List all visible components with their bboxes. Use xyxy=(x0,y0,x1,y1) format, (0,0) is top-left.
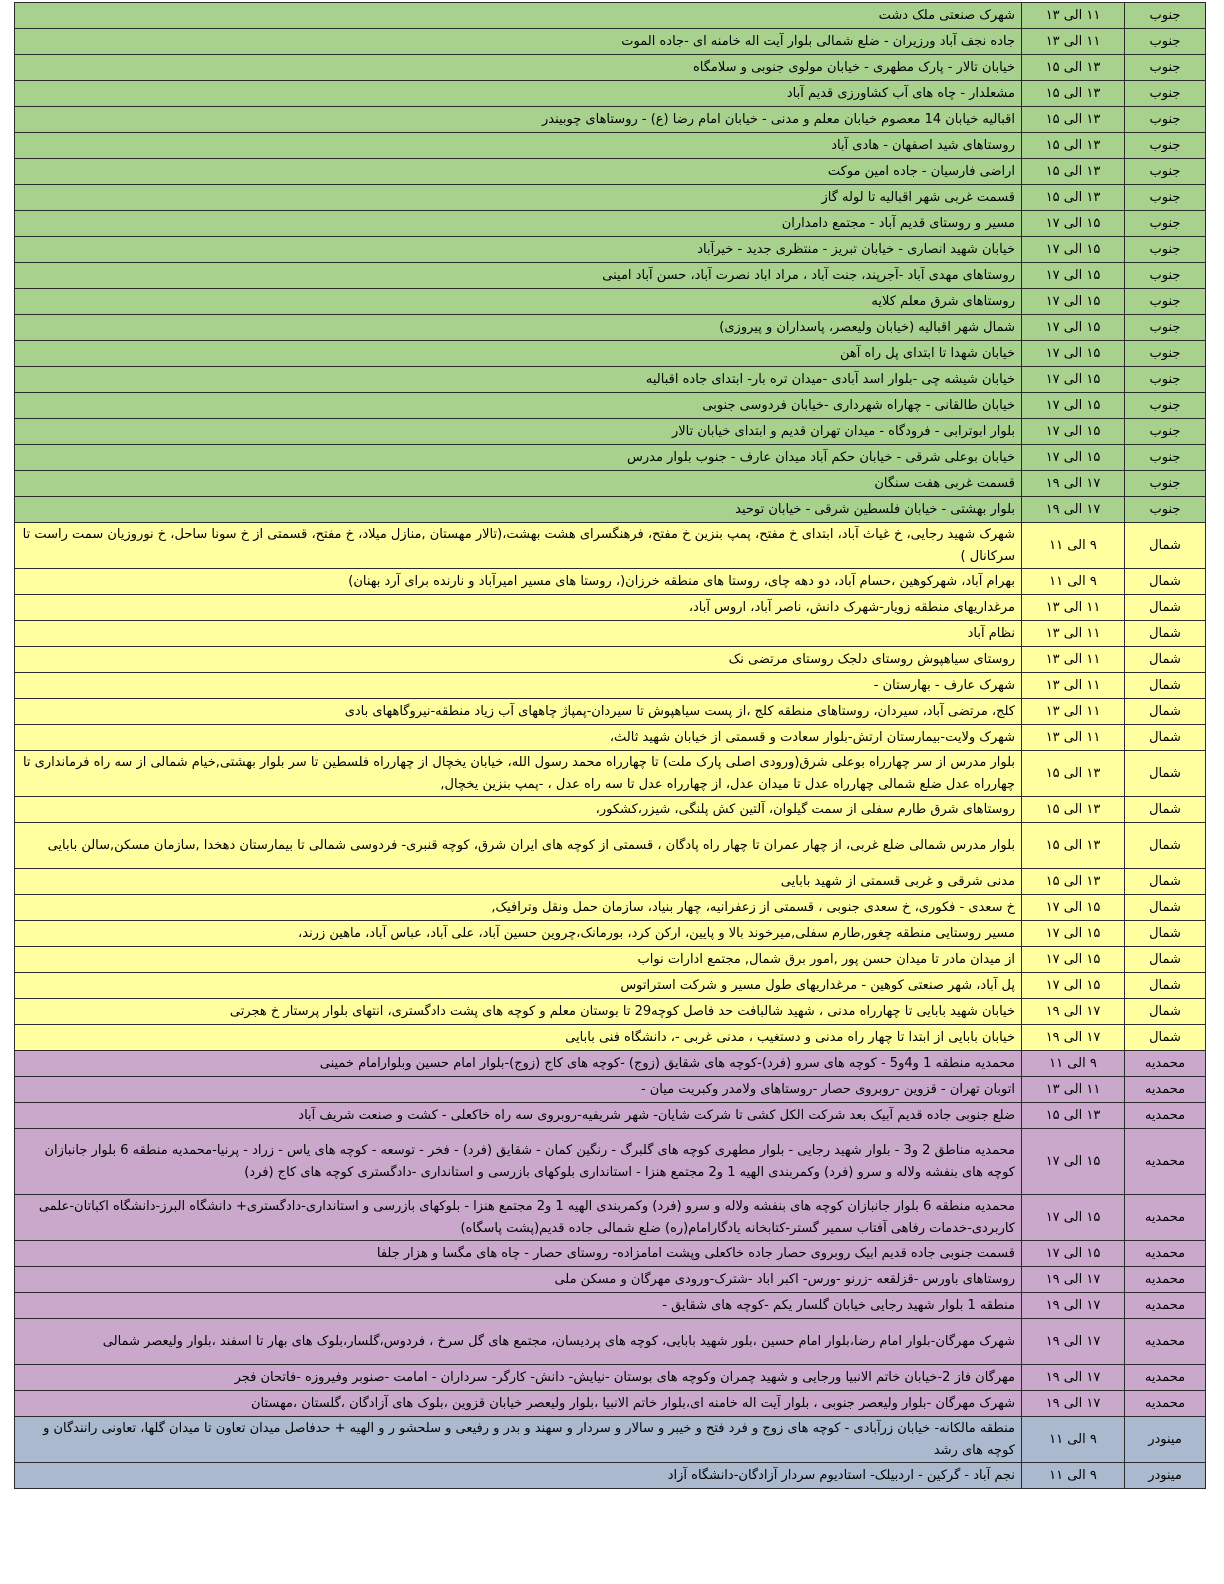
region-cell: جنوب xyxy=(1125,237,1206,263)
region-cell: شمال xyxy=(1125,751,1206,797)
area-description-cell: شهرک مهرگان -بلوار ولیعصر جنوبی ، بلوار آیت اله خامنه ای،بلوار خاتم الانبیا ،بلوار ولیعصر خیابان قزوین ،بلوک های آزادگان ،گلستان ،مهستان xyxy=(15,1391,1022,1417)
table-row xyxy=(15,471,1206,497)
table-row xyxy=(15,1077,1206,1103)
region-cell: محمدیه xyxy=(1125,1077,1206,1103)
region-cell: جنوب xyxy=(1125,289,1206,315)
time-range-cell: ۱۵ الی ۱۷ xyxy=(1022,921,1125,947)
time-range-cell: ۱۱ الی ۱۳ xyxy=(1022,699,1125,725)
time-range-cell: ۱۱ الی ۱۳ xyxy=(1022,3,1125,29)
region-cell: شمال xyxy=(1125,973,1206,999)
table-row xyxy=(15,595,1206,621)
region-cell: شمال xyxy=(1125,595,1206,621)
table-row xyxy=(15,159,1206,185)
area-description-cell: منطقه مالکانه- خیابان زرآبادی - کوچه های زوج و فرد فتح و خیبر و سالار و سردار و سهند و بدر و رفیعی و سلحشو ر و الهیه + حدفاصل میدان تعاون تا میدان گلها، تعاونی رانندگان و کوچه های رشد xyxy=(15,1417,1022,1463)
table-row xyxy=(15,1241,1206,1267)
region-cell: جنوب xyxy=(1125,497,1206,523)
time-range-cell: ۱۵ الی ۱۷ xyxy=(1022,341,1125,367)
area-description-cell: محمدیه منطقه 6 بلوار جانبازان کوچه های بنفشه ولاله و سرو (فرد) وکمربندی الهیه 1 و2 مجتمع هنزا - بلوکهای بازرسی و استانداری-دادگستری+ دانشگاه البرز-دانشگاه اکباتان-علمی کاربردی-خدمات رفاهی آفتاب سمیر گستر-کتابخانه یادگارامام(ره) ضلع شمالی جاده قدیم(پشت پاسگاه) xyxy=(15,1195,1022,1241)
time-range-cell: ۱۵ الی ۱۷ xyxy=(1022,947,1125,973)
time-range-cell: ۱۱ الی ۱۳ xyxy=(1022,673,1125,699)
area-description-cell: خیابان بابایی از ابتدا تا چهار راه مدنی و دستغیب ، مدنی غربی -، دانشگاه فنی بابایی xyxy=(15,1025,1022,1051)
region-cell: جنوب xyxy=(1125,367,1206,393)
area-description-cell: شهرک صنعتی ملک دشت xyxy=(15,3,1022,29)
area-description-cell: خ سعدی - فکوری، خ سعدی جنوبی ، قسمتی از زعفرانیه، چهار بنیاد، سازمان حمل ونقل وترافیک, xyxy=(15,895,1022,921)
area-description-cell: پل آباد، شهر صنعتی کوهین - مرغداریهای طول مسیر و شرکت استراتوس xyxy=(15,973,1022,999)
table-row xyxy=(15,263,1206,289)
table-row xyxy=(15,621,1206,647)
table-row xyxy=(15,1391,1206,1417)
time-range-cell: ۱۵ الی ۱۷ xyxy=(1022,367,1125,393)
region-cell: مینودر xyxy=(1125,1463,1206,1489)
table-row xyxy=(15,1103,1206,1129)
area-description-cell: بهرام آباد، شهرکوهین ،حسام آباد، دو دهه چای، روستا های منطقه خرزان(، روستا های مسیر امیرآباد و نارنده برای آرد بهنان) xyxy=(15,569,1022,595)
time-range-cell: ۱۳ الی ۱۵ xyxy=(1022,81,1125,107)
outage-schedule-sheet xyxy=(14,2,1206,1489)
time-range-cell: ۱۷ الی ۱۹ xyxy=(1022,1365,1125,1391)
area-description-cell: شهرک مهرگان-بلوار امام رضا،بلوار امام حسین ،بلور شهید بابایی، کوچه های پردیسان، مجتمع های گل سرخ ، فردوس،گلسار،بلوک های بهار تا اسفند ،بلوار ولیعصر شمالی xyxy=(15,1319,1022,1365)
time-range-cell: ۹ الی ۱۱ xyxy=(1022,1051,1125,1077)
area-description-cell: روستاهای مهدی آباد -آجرپند، جنت آباد ، مراد اباد نصرت آباد، حسن آباد امینی xyxy=(15,263,1022,289)
area-description-cell: اقبالیه خیابان 14 معصوم خیابان معلم و مدنی - خیابان امام رضا (ع) - روستاهای چوبیندر xyxy=(15,107,1022,133)
region-cell: جنوب xyxy=(1125,211,1206,237)
area-description-cell: منطقه 1 بلوار شهید رجایی خیابان گلسار یکم -کوچه های شقایق - xyxy=(15,1293,1022,1319)
area-description-cell: جاده نجف آباد ورزیران - ضلع شمالی بلوار آیت اله خامنه ای -جاده الموت xyxy=(15,29,1022,55)
table-row xyxy=(15,1293,1206,1319)
region-cell: شمال xyxy=(1125,999,1206,1025)
table-row xyxy=(15,1319,1206,1365)
area-description-cell: نظام آباد xyxy=(15,621,1022,647)
area-description-cell: بلوار مدرس از سر چهارراه بوعلی شرق(ورودی اصلی پارک ملت) تا چهارراه محمد رسول الله، خیابان یخچال از چهارراه فلسطین تا سر بلوار بهشتی,خیام شمالی از سه راه فرمانداری تا چهارراه عدل ضلع شمالی چهارراه عدل تا میدان عدل، از چهارراه عدل تا سه راه عدل ، -پمپ بنزین یخچال, xyxy=(15,751,1022,797)
time-range-cell: ۱۳ الی ۱۵ xyxy=(1022,159,1125,185)
area-description-cell: مدنی شرقی و غربی قسمتی از شهید بابایی xyxy=(15,869,1022,895)
area-description-cell: قسمت غربی شهر اقبالیه تا لوله گاز xyxy=(15,185,1022,211)
time-range-cell: ۱۵ الی ۱۷ xyxy=(1022,1195,1125,1241)
table-row xyxy=(15,341,1206,367)
time-range-cell: ۱۵ الی ۱۷ xyxy=(1022,1241,1125,1267)
time-range-cell: ۱۳ الی ۱۵ xyxy=(1022,797,1125,823)
area-description-cell: خیابان شیشه چی -بلوار اسد آبادی -میدان تره بار- ابتدای جاده اقبالیه xyxy=(15,367,1022,393)
table-row xyxy=(15,29,1206,55)
area-description-cell: خیابان بوعلی شرقی - خیابان حکم آباد میدان عارف - جنوب بلوار مدرس xyxy=(15,445,1022,471)
table-row xyxy=(15,1365,1206,1391)
time-range-cell: ۱۵ الی ۱۷ xyxy=(1022,973,1125,999)
table-row xyxy=(15,569,1206,595)
time-range-cell: ۱۳ الی ۱۵ xyxy=(1022,107,1125,133)
outage-schedule-table xyxy=(14,2,1206,1489)
region-cell: محمدیه xyxy=(1125,1051,1206,1077)
region-cell: شمال xyxy=(1125,621,1206,647)
area-description-cell: روستاهای باورس -قزلقعه -زرنو -ورس- اکبر اباد -شترک-ورودی مهرگان و مسکن ملی xyxy=(15,1267,1022,1293)
region-cell: شمال xyxy=(1125,869,1206,895)
region-cell: محمدیه xyxy=(1125,1241,1206,1267)
area-description-cell: نجم آباد - گرکین - اردبیلک- استادیوم سردار آزادگان-دانشگاه آزاد xyxy=(15,1463,1022,1489)
region-cell: محمدیه xyxy=(1125,1267,1206,1293)
region-cell: محمدیه xyxy=(1125,1103,1206,1129)
schedule-body xyxy=(15,3,1206,1489)
region-cell: جنوب xyxy=(1125,159,1206,185)
table-row xyxy=(15,751,1206,797)
area-description-cell: بلوار بهشتی - خیابان فلسطین شرقی - خیابان توحید xyxy=(15,497,1022,523)
time-range-cell: ۱۵ الی ۱۷ xyxy=(1022,445,1125,471)
region-cell: جنوب xyxy=(1125,133,1206,159)
table-row xyxy=(15,797,1206,823)
time-range-cell: ۱۵ الی ۱۷ xyxy=(1022,211,1125,237)
time-range-cell: ۱۱ الی ۱۳ xyxy=(1022,595,1125,621)
region-cell: شمال xyxy=(1125,523,1206,569)
time-range-cell: ۱۷ الی ۱۹ xyxy=(1022,1391,1125,1417)
table-row xyxy=(15,1195,1206,1241)
region-cell: محمدیه xyxy=(1125,1195,1206,1241)
table-row xyxy=(15,673,1206,699)
region-cell: جنوب xyxy=(1125,81,1206,107)
table-row xyxy=(15,211,1206,237)
time-range-cell: ۱۳ الی ۱۵ xyxy=(1022,1103,1125,1129)
table-row xyxy=(15,823,1206,869)
time-range-cell: ۱۳ الی ۱۵ xyxy=(1022,133,1125,159)
area-description-cell: مرغداریهای منطقه زویار-شهرک دانش، ناصر آباد، اروس آباد، xyxy=(15,595,1022,621)
time-range-cell: ۹ الی ۱۱ xyxy=(1022,1463,1125,1489)
time-range-cell: ۱۷ الی ۱۹ xyxy=(1022,1293,1125,1319)
region-cell: شمال xyxy=(1125,1025,1206,1051)
region-cell: جنوب xyxy=(1125,315,1206,341)
table-row xyxy=(15,445,1206,471)
area-description-cell: بلوار مدرس شمالی ضلع غربی، از چهار عمران تا چهار راه پادگان ، قسمتی از کوچه های ایران شرق، کوچه قنبری- فردوسی شمالی تا بیمارستان دهخدا ,سازمان مسکن,سالن بابایی xyxy=(15,823,1022,869)
region-cell: محمدیه xyxy=(1125,1293,1206,1319)
area-description-cell: قسمت غربی هفت سنگان xyxy=(15,471,1022,497)
area-description-cell: خیابان طالقانی - چهاراه شهرداری -خیابان فردوسی جنوبی xyxy=(15,393,1022,419)
area-description-cell: شمال شهر اقبالیه (خیابان ولیعصر، پاسداران و پیروزی) xyxy=(15,315,1022,341)
time-range-cell: ۱۳ الی ۱۵ xyxy=(1022,823,1125,869)
region-cell: شمال xyxy=(1125,895,1206,921)
table-row xyxy=(15,315,1206,341)
region-cell: جنوب xyxy=(1125,419,1206,445)
time-range-cell: ۱۵ الی ۱۷ xyxy=(1022,393,1125,419)
time-range-cell: ۱۵ الی ۱۷ xyxy=(1022,1129,1125,1195)
table-row xyxy=(15,55,1206,81)
region-cell: شمال xyxy=(1125,947,1206,973)
time-range-cell: ۱۵ الی ۱۷ xyxy=(1022,237,1125,263)
region-cell: جنوب xyxy=(1125,185,1206,211)
time-range-cell: ۱۱ الی ۱۳ xyxy=(1022,647,1125,673)
table-row xyxy=(15,367,1206,393)
area-description-cell: مشعلدار - چاه های آب کشاورزی قدیم آباد xyxy=(15,81,1022,107)
region-cell: محمدیه xyxy=(1125,1129,1206,1195)
table-row xyxy=(15,921,1206,947)
area-description-cell: محمدیه مناطق 2 و3 - بلوار شهید رجایی - بلوار مطهری کوچه های گلبرگ - رنگین کمان - شقایق (فرد) - فخر - توسعه - کوچه های یاس - زراد - پرنیا-محمدیه منطقه 6 بلوار جانبازان کوچه های بنفشه ولاله و سرو (فرد) وکمربندی الهیه 1 و2 مجتمع هنزا - استانداری بلوکهای بازرسی و استانداری -دادگستری کوچه های کاج (فرد) xyxy=(15,1129,1022,1195)
table-row xyxy=(15,289,1206,315)
time-range-cell: ۱۷ الی ۱۹ xyxy=(1022,497,1125,523)
table-row xyxy=(15,895,1206,921)
area-description-cell: از میدان مادر تا میدان حسن پور ,امور برق شمال, مجتمع ادارات نواب xyxy=(15,947,1022,973)
time-range-cell: ۱۳ الی ۱۵ xyxy=(1022,55,1125,81)
time-range-cell: ۱۱ الی ۱۳ xyxy=(1022,1077,1125,1103)
region-cell: شمال xyxy=(1125,823,1206,869)
time-range-cell: ۱۱ الی ۱۳ xyxy=(1022,621,1125,647)
region-cell: محمدیه xyxy=(1125,1391,1206,1417)
time-range-cell: ۱۷ الی ۱۹ xyxy=(1022,471,1125,497)
time-range-cell: ۱۵ الی ۱۷ xyxy=(1022,289,1125,315)
area-description-cell: بلوار ابوترابی - فرودگاه - میدان تهران قدیم و ابتدای خیابان تالار xyxy=(15,419,1022,445)
table-row xyxy=(15,1267,1206,1293)
region-cell: محمدیه xyxy=(1125,1319,1206,1365)
region-cell: شمال xyxy=(1125,699,1206,725)
table-row xyxy=(15,133,1206,159)
time-range-cell: ۱۷ الی ۱۹ xyxy=(1022,1025,1125,1051)
area-description-cell: مسیر و روستای قدیم آباد - مجتمع دامداران xyxy=(15,211,1022,237)
area-description-cell: خیابان شهید بابایی تا چهارراه مدنی ، شهید شالبافت حد فاصل کوچه29 تا بوستان معلم و کوچه های پشت دادگستری، انتهای بلوار پرستار خ هجرتی xyxy=(15,999,1022,1025)
region-cell: شمال xyxy=(1125,673,1206,699)
area-description-cell: روستای سیاهپوش روستای دلجک روستای مرتضی نک xyxy=(15,647,1022,673)
table-row xyxy=(15,1129,1206,1195)
time-range-cell: ۱۵ الی ۱۷ xyxy=(1022,895,1125,921)
table-row xyxy=(15,3,1206,29)
region-cell: شمال xyxy=(1125,569,1206,595)
area-description-cell: روستاهای شرق معلم کلایه xyxy=(15,289,1022,315)
time-range-cell: ۱۱ الی ۱۳ xyxy=(1022,29,1125,55)
area-description-cell: خیابان شهدا تا ابتدای پل راه آهن xyxy=(15,341,1022,367)
time-range-cell: ۱۵ الی ۱۷ xyxy=(1022,263,1125,289)
table-row xyxy=(15,1051,1206,1077)
table-row xyxy=(15,1417,1206,1463)
region-cell: جنوب xyxy=(1125,471,1206,497)
region-cell: جنوب xyxy=(1125,55,1206,81)
table-row xyxy=(15,393,1206,419)
table-row xyxy=(15,699,1206,725)
area-description-cell: شهرک شهید رجایی، خ غیاث آباد، ابتدای خ مفتح، پمپ بنزین خ مفتح، فرهنگسرای هشت بهشت،(تالار مهستان ,منازل میلاد، خ مفتح، قسمتی از خ سونا ساحل، خ نوروزیان سمت راست تا سرکانال ) xyxy=(15,523,1022,569)
area-description-cell: خیابان تالار - پارک مطهری - خیابان مولوی جنوبی و سلامگاه xyxy=(15,55,1022,81)
area-description-cell: کلج، مرتضی آباد، سیردان، روستاهای منطقه کلج ،از پست سیاهپوش تا سیردان-پمپاژ چاههای آب زیاد منطقه-نیروگاههای بادی xyxy=(15,699,1022,725)
table-row xyxy=(15,869,1206,895)
table-row xyxy=(15,237,1206,263)
table-row xyxy=(15,107,1206,133)
region-cell: شمال xyxy=(1125,647,1206,673)
region-cell: جنوب xyxy=(1125,29,1206,55)
region-cell: جنوب xyxy=(1125,263,1206,289)
area-description-cell: مهرگان فاز 2-خیابان خاتم الانبیا ورجایی و شهید چمران وکوچه های بوستان -نیایش- دانش- کارگر- سرداران - امامت -صنوبر وفیروزه -فاتحان فجر xyxy=(15,1365,1022,1391)
area-description-cell: شهرک ولایت-بیمارستان ارتش-بلوار سعادت و قسمتی از خیابان شهید ثالث، xyxy=(15,725,1022,751)
region-cell: شمال xyxy=(1125,725,1206,751)
time-range-cell: ۹ الی ۱۱ xyxy=(1022,569,1125,595)
region-cell: جنوب xyxy=(1125,107,1206,133)
area-description-cell: مسیر روستایی منطقه چغور,طارم سفلی,میرخوند بالا و پایین، ارکن کرد، بورمانک،چروین حسین آباد، علی آباد، عباس آباد، ماهین زرند، xyxy=(15,921,1022,947)
time-range-cell: ۱۳ الی ۱۵ xyxy=(1022,869,1125,895)
table-row xyxy=(15,973,1206,999)
region-cell: جنوب xyxy=(1125,445,1206,471)
area-description-cell: روستاهای شید اصفهان - هادی آباد xyxy=(15,133,1022,159)
table-row xyxy=(15,1025,1206,1051)
table-row xyxy=(15,947,1206,973)
time-range-cell: ۱۱ الی ۱۳ xyxy=(1022,725,1125,751)
time-range-cell: ۹ الی ۱۱ xyxy=(1022,1417,1125,1463)
time-range-cell: ۱۷ الی ۱۹ xyxy=(1022,999,1125,1025)
region-cell: شمال xyxy=(1125,797,1206,823)
region-cell: محمدیه xyxy=(1125,1365,1206,1391)
time-range-cell: ۱۵ الی ۱۷ xyxy=(1022,419,1125,445)
area-description-cell: ضلع جنوبی جاده قدیم آبیک بعد شرکت الکل کشی تا شرکت شایان- شهر شریفیه-روبروی سه راه خاکعلی - کشت و صنعت شریف آباد xyxy=(15,1103,1022,1129)
table-row xyxy=(15,1463,1206,1489)
area-description-cell: روستاهای شرق طارم سفلی از سمت گیلوان، آلتین کش پلنگی، شیزر،کشکور، xyxy=(15,797,1022,823)
table-row xyxy=(15,185,1206,211)
area-description-cell: اتوبان تهران - قزوین -روبروی حصار -روستاهای ولامدر وکبریت میان - xyxy=(15,1077,1022,1103)
region-cell: مینودر xyxy=(1125,1417,1206,1463)
time-range-cell: ۱۳ الی ۱۵ xyxy=(1022,751,1125,797)
area-description-cell: قسمت جنوبی جاده قدیم ابیک روبروی حصار جاده خاکعلی وپشت امامزاده- روستای حصار - چاه های مگسا و هزار جلفا xyxy=(15,1241,1022,1267)
time-range-cell: ۹ الی ۱۱ xyxy=(1022,523,1125,569)
table-row xyxy=(15,647,1206,673)
table-row xyxy=(15,419,1206,445)
region-cell: جنوب xyxy=(1125,3,1206,29)
time-range-cell: ۱۷ الی ۱۹ xyxy=(1022,1267,1125,1293)
region-cell: جنوب xyxy=(1125,341,1206,367)
time-range-cell: ۱۷ الی ۱۹ xyxy=(1022,1319,1125,1365)
region-cell: جنوب xyxy=(1125,393,1206,419)
area-description-cell: اراضی فارسیان - جاده امین موکت xyxy=(15,159,1022,185)
region-cell: شمال xyxy=(1125,921,1206,947)
table-row xyxy=(15,523,1206,569)
table-row xyxy=(15,999,1206,1025)
time-range-cell: ۱۵ الی ۱۷ xyxy=(1022,315,1125,341)
area-description-cell: شهرک عارف - بهارستان - xyxy=(15,673,1022,699)
table-row xyxy=(15,497,1206,523)
time-range-cell: ۱۳ الی ۱۵ xyxy=(1022,185,1125,211)
table-row xyxy=(15,725,1206,751)
area-description-cell: خیابان شهید انصاری - خیابان تبریز - منتظری جدید - خیرآباد xyxy=(15,237,1022,263)
area-description-cell: محمدیه منطقه 1 و4و5 - کوچه های سرو (فرد)-کوچه های شقایق (زوج) -کوچه های کاج (زوج)-بلوار امام حسین وبلوارامام خمینی xyxy=(15,1051,1022,1077)
table-row xyxy=(15,81,1206,107)
